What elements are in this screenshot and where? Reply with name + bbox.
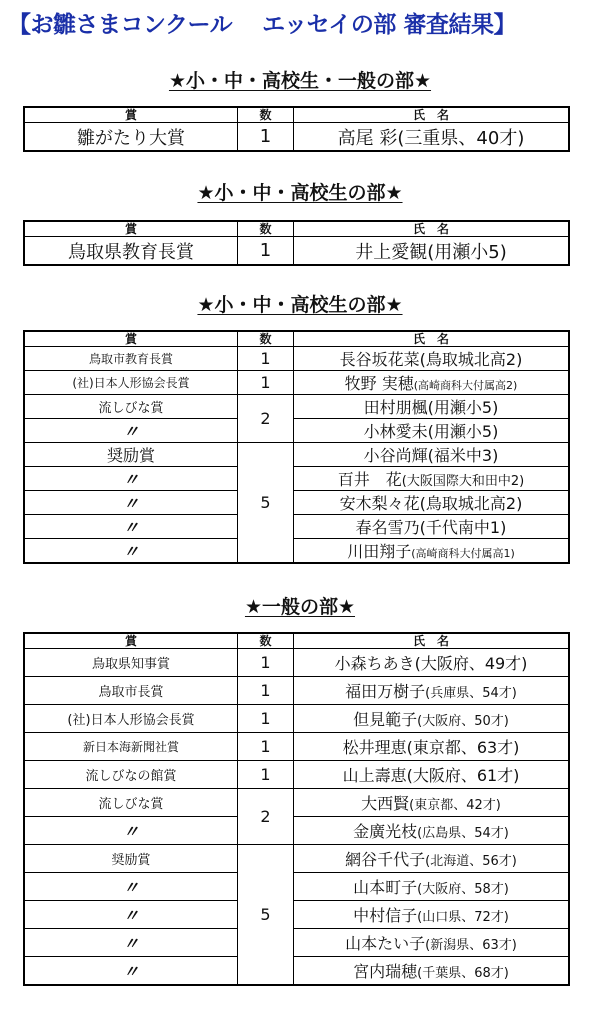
winner-name: 高尾 彩: [337, 127, 398, 149]
winner-name: 松井理恵: [342, 738, 407, 757]
award-cell-ditto: 〃: [24, 817, 238, 845]
section-heading-all: ★小・中・高校生・一般の部★: [168, 70, 432, 92]
name-cell: [294, 347, 570, 371]
winner-affiliation: (大阪府、58才): [417, 882, 509, 897]
count-cell: 1: [238, 733, 294, 761]
award-cell: 新日本海新聞社賞: [24, 733, 238, 761]
header-name: 氏 名: [294, 633, 570, 649]
winner-affiliation: (大阪府、50才): [417, 714, 509, 729]
award-cell: 流しびな賞: [24, 395, 238, 419]
award-cell: 鳥取県教育長賞: [24, 237, 238, 266]
winner-affiliation: (千葉県、68才): [417, 966, 509, 981]
winner-affiliation: (大阪国際大和田中2): [401, 474, 525, 489]
winner-affiliation: (用瀬小5): [427, 422, 499, 441]
table-row: [24, 237, 569, 266]
name-cell: [294, 419, 570, 443]
table-row: [24, 845, 569, 873]
winner-name: 春名雪乃: [355, 518, 420, 537]
table-row: [24, 677, 569, 705]
count-cell: 5: [238, 443, 294, 564]
winner-name: 小林愛未: [363, 422, 428, 441]
header-name: 氏 名: [294, 331, 570, 347]
table-row: [24, 123, 569, 152]
winner-name: 山本たい子: [345, 934, 426, 953]
award-cell: 奨励賞: [24, 443, 238, 467]
count-cell: 1: [238, 649, 294, 677]
award-table-general: [23, 632, 570, 986]
name-cell: [294, 705, 570, 733]
table-row: [24, 817, 569, 845]
winner-affiliation: (鳥取城北高2): [419, 494, 523, 513]
table-row: [24, 901, 569, 929]
winner-affiliation: (山口県、72才): [417, 910, 509, 925]
winner-name: 中村信子: [353, 906, 418, 925]
table-row: [24, 491, 569, 515]
winner-affiliation: (広島県、54才): [417, 826, 509, 841]
winner-affiliation: (兵庫県、54才): [425, 686, 517, 701]
name-cell: [294, 443, 570, 467]
award-cell: 流しびな賞: [24, 789, 238, 817]
winner-affiliation: (高崎商科大付属高1): [411, 547, 515, 560]
winner-affiliation: (千代南中1): [419, 518, 507, 537]
winner-affiliation: (三重県、40才): [397, 127, 525, 149]
award-cell-ditto: 〃: [24, 491, 238, 515]
award-cell-ditto: 〃: [24, 873, 238, 901]
count-cell: 1: [238, 123, 294, 152]
section-heading-general: ★一般の部★: [244, 596, 356, 618]
header-award: 賞: [24, 331, 238, 347]
count-cell: 5: [238, 845, 294, 986]
table-row: [24, 515, 569, 539]
section-heading-students-1: ★小・中・高校生の部★: [197, 182, 403, 204]
name-cell: [294, 817, 570, 845]
winner-name: 田村朋楓: [363, 398, 428, 417]
count-cell: 1: [238, 371, 294, 395]
header-count: 数: [238, 633, 294, 649]
name-cell: [294, 123, 570, 152]
table-row: [24, 467, 569, 491]
table-row: [24, 733, 569, 761]
table-row: [24, 705, 569, 733]
count-cell: 1: [238, 347, 294, 371]
winner-affiliation: (東京都、63才): [406, 738, 520, 757]
name-cell: [294, 677, 570, 705]
winner-affiliation: (北海道、56才): [425, 854, 517, 869]
winner-name: 牧野 実穂: [344, 374, 414, 393]
winner-affiliation: (新潟県、63才): [425, 938, 517, 953]
table-row: [24, 347, 569, 371]
award-cell-ditto: 〃: [24, 929, 238, 957]
header-count: 数: [238, 107, 294, 123]
name-cell: [294, 733, 570, 761]
winner-affiliation: (大阪府、61才): [406, 766, 520, 785]
winner-name: 長谷坂花菜: [339, 350, 420, 369]
header-name: 氏 名: [294, 107, 570, 123]
name-cell: [294, 539, 570, 564]
name-cell: [294, 845, 570, 873]
award-cell: (社)日本人形協会長賞: [24, 371, 238, 395]
winner-affiliation: (用瀬小5): [427, 241, 507, 263]
winner-name: 百井 花: [337, 470, 402, 489]
table-row: [24, 395, 569, 419]
award-cell-ditto: 〃: [24, 467, 238, 491]
name-cell: [294, 789, 570, 817]
name-cell: [294, 873, 570, 901]
header-name: 氏 名: [294, 221, 570, 237]
name-cell: [294, 929, 570, 957]
header-award: 賞: [24, 633, 238, 649]
count-cell: 2: [238, 789, 294, 845]
award-cell: 鳥取市長賞: [24, 677, 238, 705]
winner-name: 山本町子: [353, 878, 418, 897]
winner-name: 但見範子: [353, 710, 418, 729]
award-cell-ditto: 〃: [24, 901, 238, 929]
award-cell-ditto: 〃: [24, 515, 238, 539]
table-row: [24, 419, 569, 443]
winner-affiliation: (高崎商科大付属高2): [413, 379, 518, 392]
award-cell: (社)日本人形協会長賞: [24, 705, 238, 733]
count-cell: 1: [238, 705, 294, 733]
header-award: 賞: [24, 221, 238, 237]
winner-name: 川田翔子: [347, 542, 412, 561]
award-cell-ditto: 〃: [24, 539, 238, 564]
name-cell: [294, 491, 570, 515]
winner-name: 安木梨々花: [339, 494, 420, 513]
count-cell: 1: [238, 761, 294, 789]
winner-name: 井上愛観: [355, 241, 428, 263]
name-cell: [294, 515, 570, 539]
table-row: [24, 761, 569, 789]
header-count: 数: [238, 221, 294, 237]
page-title: 【お雛さまコンクール エッセイの部 審査結果】: [8, 12, 516, 38]
table-row: [24, 873, 569, 901]
award-cell-ditto: 〃: [24, 957, 238, 986]
count-cell: 1: [238, 237, 294, 266]
table-row: [24, 789, 569, 817]
award-cell: 流しびなの館賞: [24, 761, 238, 789]
winner-affiliation: (用瀬小5): [427, 398, 499, 417]
winner-affiliation: (鳥取城北高2): [419, 350, 523, 369]
table-row: [24, 957, 569, 986]
award-table-students-2: [23, 330, 570, 564]
table-row: [24, 443, 569, 467]
winner-affiliation: (東京都、42才): [409, 798, 501, 813]
table-row: [24, 371, 569, 395]
count-cell: 2: [238, 395, 294, 443]
winner-name: 山上壽恵: [342, 766, 407, 785]
name-cell: [294, 649, 570, 677]
award-table-students-1: [23, 220, 570, 266]
name-cell: [294, 395, 570, 419]
winner-name: 宮内瑞穂: [353, 962, 418, 981]
count-cell: 1: [238, 677, 294, 705]
name-cell: [294, 371, 570, 395]
winner-name: 小谷尚輝: [363, 446, 428, 465]
winner-affiliation: (大阪府、49才): [414, 654, 528, 673]
award-table-all: [23, 106, 570, 152]
winner-name: 小森ちあき: [334, 654, 415, 673]
header-count: 数: [238, 331, 294, 347]
name-cell: [294, 237, 570, 266]
name-cell: [294, 901, 570, 929]
winner-name: 金廣光枝: [353, 822, 418, 841]
winner-affiliation: (福米中3): [427, 446, 499, 465]
winner-name: 網谷千代子: [345, 850, 426, 869]
name-cell: [294, 957, 570, 986]
award-cell-ditto: 〃: [24, 419, 238, 443]
table-row: [24, 649, 569, 677]
table-row: [24, 929, 569, 957]
award-cell: 鳥取県知事賞: [24, 649, 238, 677]
name-cell: [294, 467, 570, 491]
table-row: [24, 539, 569, 564]
award-cell: 雛がたり大賞: [24, 123, 238, 152]
header-award: 賞: [24, 107, 238, 123]
section-heading-students-2: ★小・中・高校生の部★: [197, 294, 403, 316]
award-cell: 奨励賞: [24, 845, 238, 873]
winner-name: 大西賢: [361, 794, 410, 813]
name-cell: [294, 761, 570, 789]
winner-name: 福田万樹子: [345, 682, 426, 701]
award-cell: 鳥取市教育長賞: [24, 347, 238, 371]
